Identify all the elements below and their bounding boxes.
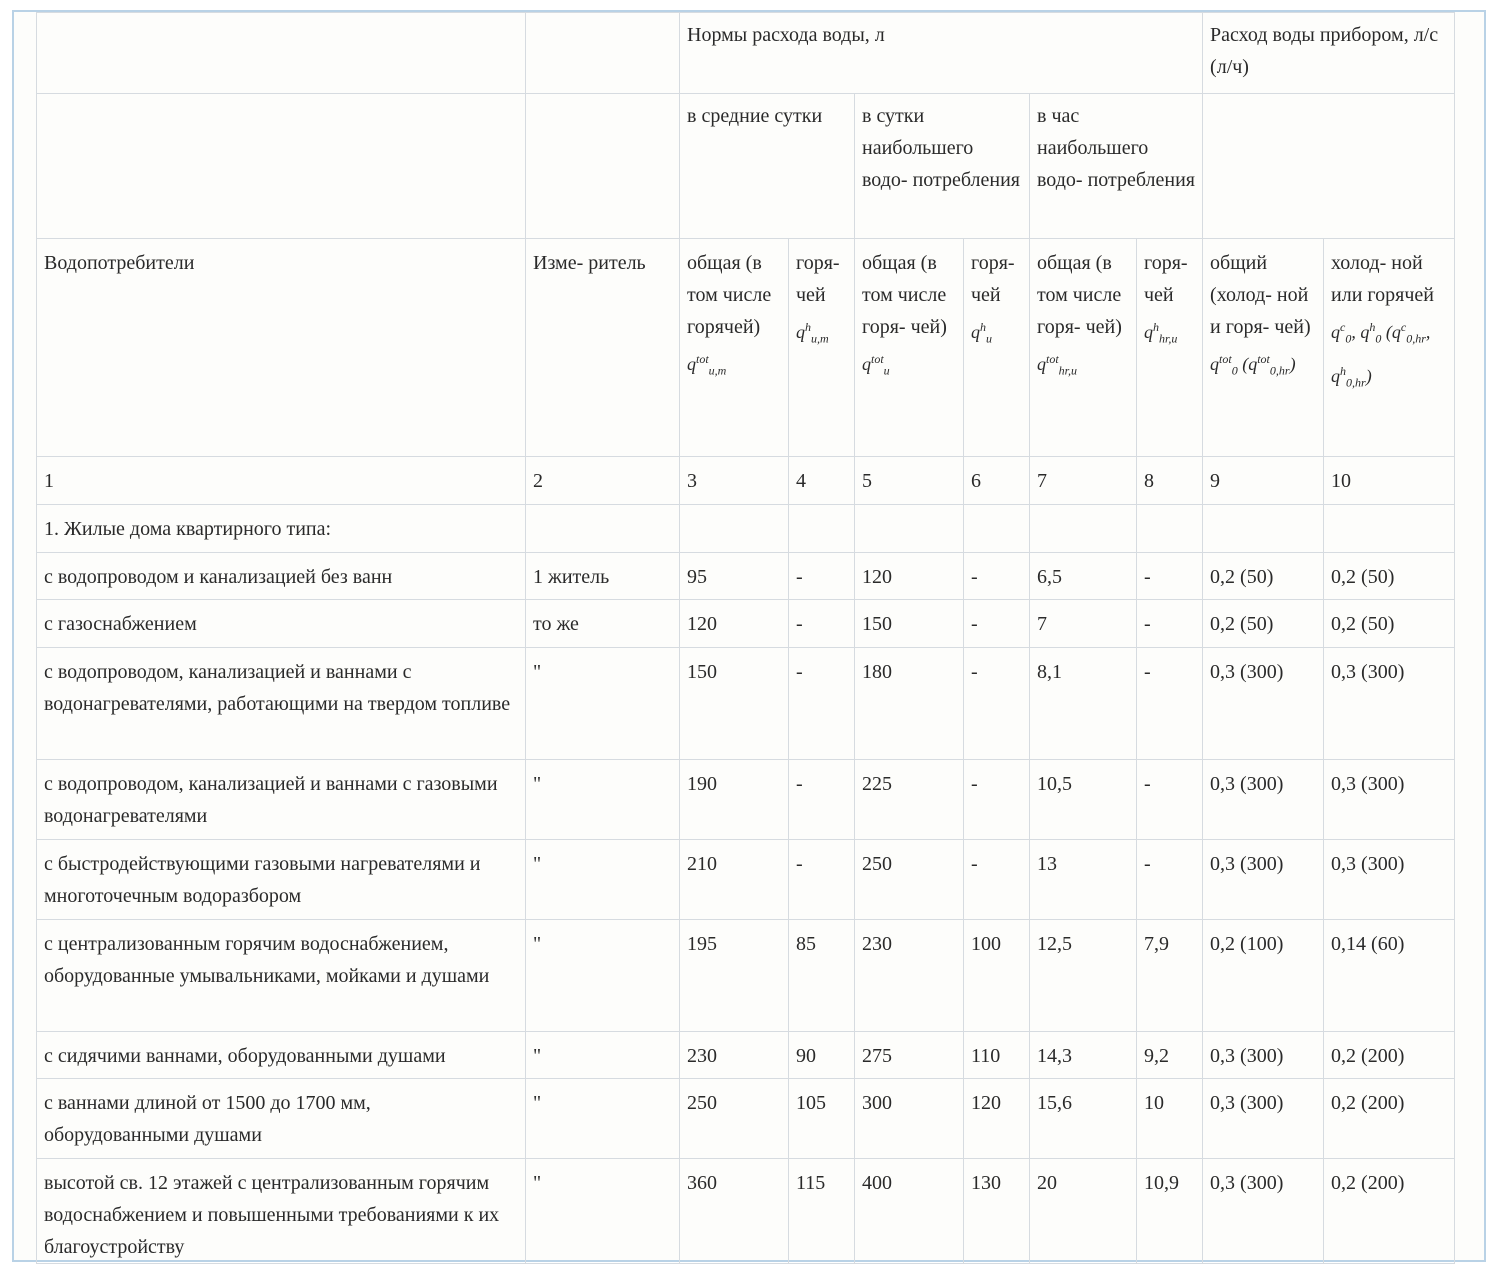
column-number: 7	[1030, 457, 1137, 505]
table-row	[37, 1159, 1455, 1264]
table-cell: -	[789, 600, 855, 648]
table-cell: -	[964, 553, 1030, 600]
table-cell: 300	[855, 1079, 964, 1159]
header-max-hour: в час наибольшего водо- потребления	[1030, 94, 1203, 239]
table-cell: -	[1137, 553, 1203, 600]
table-cell: "	[526, 760, 680, 840]
table-cell: 6,5	[1030, 553, 1137, 600]
table-row	[37, 760, 1455, 840]
table-cell: 210	[680, 840, 789, 920]
table-cell: с водопроводом, канализацией и ваннами с водонагревателями, работающими на твердом топливе	[37, 648, 526, 760]
header-unit: Изме- ритель	[526, 239, 680, 457]
table-cell: "	[526, 840, 680, 920]
header-col-9: общий (холод- ной и горя- чей) $q^{tot}_0$ $(q^{tot}_{0,hr})$	[1203, 239, 1324, 457]
table-cell: -	[789, 760, 855, 840]
table-cell: -	[1137, 840, 1203, 920]
table-cell: 120	[680, 600, 789, 648]
table-cell	[789, 505, 855, 553]
table-cell: 95	[680, 553, 789, 600]
table-cell: 360	[680, 1159, 789, 1264]
table-cell: -	[964, 760, 1030, 840]
table-cell: 150	[680, 648, 789, 760]
table-cell	[1203, 505, 1324, 553]
header-consumers: Водопотребители	[37, 239, 526, 457]
section-row	[37, 505, 1455, 553]
water-norms-table	[36, 12, 1455, 1264]
table-cell: с быстродействующими газовыми нагревателями и многоточечным водоразбором	[37, 840, 526, 920]
table-cell: с водопроводом, канализацией и ваннами с газовыми водонагревателями	[37, 760, 526, 840]
table-cell: с ваннами длиной от 1500 до 1700 мм, оборудованными душами	[37, 1079, 526, 1159]
column-number: 10	[1324, 457, 1455, 505]
table-cell: 0,2 (50)	[1203, 600, 1324, 648]
table-frame	[12, 10, 1486, 1262]
table-cell: 10	[1137, 1079, 1203, 1159]
table-cell: 110	[964, 1032, 1030, 1079]
table-cell: -	[789, 840, 855, 920]
table-cell	[964, 505, 1030, 553]
table-cell: -	[789, 553, 855, 600]
table-cell: "	[526, 1032, 680, 1079]
header-col-3: общая (в том числе горячей) $q^{tot}_{u,m}$	[680, 239, 789, 457]
table-cell: -	[964, 600, 1030, 648]
header-col-8: горя- чей $q^h_{hr,u}$	[1137, 239, 1203, 457]
header-row-1	[37, 13, 1455, 94]
column-number: 1	[37, 457, 526, 505]
table-cell: -	[964, 840, 1030, 920]
table-cell: 225	[855, 760, 964, 840]
table-cell: 0,2 (100)	[1203, 920, 1324, 1032]
table-cell	[855, 505, 964, 553]
header-blank	[1203, 94, 1455, 239]
table-cell: 0,2 (200)	[1324, 1079, 1455, 1159]
table-cell: 400	[855, 1159, 964, 1264]
table-cell: с сидячими ваннами, оборудованными душами	[37, 1032, 526, 1079]
column-number: 6	[964, 457, 1030, 505]
table-cell: 0,2 (200)	[1324, 1159, 1455, 1264]
table-cell: 0,3 (300)	[1203, 1079, 1324, 1159]
table-cell: 250	[680, 1079, 789, 1159]
table-cell: 180	[855, 648, 964, 760]
header-blank	[37, 13, 526, 94]
table-cell: 100	[964, 920, 1030, 1032]
table-cell: -	[1137, 760, 1203, 840]
header-col-7: общая (в том числе горя- чей) $q^{tot}_{hr,u}$	[1030, 239, 1137, 457]
column-number: 9	[1203, 457, 1324, 505]
header-blank	[526, 13, 680, 94]
table-cell: 15,6	[1030, 1079, 1137, 1159]
table-cell: то же	[526, 600, 680, 648]
table-cell: -	[964, 648, 1030, 760]
table-cell: 275	[855, 1032, 964, 1079]
table-cell: 0,3 (300)	[1203, 1159, 1324, 1264]
header-max-day: в сутки наибольшего водо- потребления	[855, 94, 1030, 239]
table-cell: 0,2 (200)	[1324, 1032, 1455, 1079]
table-row	[37, 840, 1455, 920]
table-cell: 0,3 (300)	[1324, 648, 1455, 760]
table-cell: 190	[680, 760, 789, 840]
table-cell: 250	[855, 840, 964, 920]
table-cell	[1324, 505, 1455, 553]
table-cell: 130	[964, 1159, 1030, 1264]
column-number: 4	[789, 457, 855, 505]
header-device-flow-group: Расход воды прибором, л/с (л/ч)	[1203, 13, 1455, 94]
header-col-4: горя- чей $q^h_{u,m}$	[789, 239, 855, 457]
table-cell: 230	[680, 1032, 789, 1079]
table-cell: 230	[855, 920, 964, 1032]
table-cell	[680, 505, 789, 553]
table-cell: 1 житель	[526, 553, 680, 600]
table-cell: 0,2 (50)	[1324, 600, 1455, 648]
table-cell	[526, 505, 680, 553]
table-cell: 7	[1030, 600, 1137, 648]
table-cell: -	[1137, 648, 1203, 760]
table-cell: 0,3 (300)	[1203, 1032, 1324, 1079]
table-cell: с водопроводом и канализацией без ванн	[37, 553, 526, 600]
table-cell: 13	[1030, 840, 1137, 920]
table-cell: 0,3 (300)	[1324, 840, 1455, 920]
header-col-5: общая (в том числе горя- чей) $q^{tot}_u$	[855, 239, 964, 457]
table-cell: 0,2 (50)	[1324, 553, 1455, 600]
table-cell: 0,2 (50)	[1203, 553, 1324, 600]
table-cell: с газоснабжением	[37, 600, 526, 648]
table-cell: 10,9	[1137, 1159, 1203, 1264]
header-norms-group: Нормы расхода воды, л	[680, 13, 1203, 94]
header-col-10: холод- ной или горячей $q^c_0$, $q^h_0$ ($q^c_{0,hr}$, $q^h_{0,hr}$)	[1324, 239, 1455, 457]
table-row	[37, 553, 1455, 600]
table-cell: 105	[789, 1079, 855, 1159]
table-cell: 12,5	[1030, 920, 1137, 1032]
column-number-row	[37, 457, 1455, 505]
table-row	[37, 600, 1455, 648]
table-cell: "	[526, 920, 680, 1032]
header-avg-day: в средние сутки	[680, 94, 855, 239]
table-cell: "	[526, 1159, 680, 1264]
table-cell: 9,2	[1137, 1032, 1203, 1079]
table-cell: с централизованным горячим водоснабжением, оборудованные умывальниками, мойками и душами	[37, 920, 526, 1032]
header-blank	[526, 94, 680, 239]
table-cell	[1030, 505, 1137, 553]
table-row	[37, 648, 1455, 760]
table-cell: 115	[789, 1159, 855, 1264]
table-cell: "	[526, 648, 680, 760]
table-cell: 120	[964, 1079, 1030, 1159]
table-cell: высотой св. 12 этажей с централизованным горячим водоснабжением и повышенными требованиями к их благоустройству	[37, 1159, 526, 1264]
header-blank	[37, 94, 526, 239]
table-cell: 150	[855, 600, 964, 648]
table-cell	[1137, 505, 1203, 553]
table-cell: 10,5	[1030, 760, 1137, 840]
column-number: 5	[855, 457, 964, 505]
column-number: 3	[680, 457, 789, 505]
table-cell: 20	[1030, 1159, 1137, 1264]
table-cell: 0,3 (300)	[1203, 840, 1324, 920]
table-cell: 0,14 (60)	[1324, 920, 1455, 1032]
section-title: 1. Жилые дома квартирного типа:	[37, 505, 526, 553]
column-number: 8	[1137, 457, 1203, 505]
header-row-2	[37, 94, 1455, 239]
header-col-6: горя- чей $q^h_u$	[964, 239, 1030, 457]
table-cell: -	[789, 648, 855, 760]
table-cell: 8,1	[1030, 648, 1137, 760]
table-row	[37, 1079, 1455, 1159]
table-cell: 7,9	[1137, 920, 1203, 1032]
table-cell: 0,3 (300)	[1324, 760, 1455, 840]
table-cell: 0,3 (300)	[1203, 648, 1324, 760]
table-cell: 0,3 (300)	[1203, 760, 1324, 840]
table-row	[37, 1032, 1455, 1079]
table-cell: 14,3	[1030, 1032, 1137, 1079]
table-cell: 120	[855, 553, 964, 600]
table-cell: "	[526, 1079, 680, 1159]
table-cell: -	[1137, 600, 1203, 648]
table-cell: 85	[789, 920, 855, 1032]
table-row	[37, 920, 1455, 1032]
column-number: 2	[526, 457, 680, 505]
table-cell: 195	[680, 920, 789, 1032]
table-cell: 90	[789, 1032, 855, 1079]
header-row-3	[37, 239, 1455, 457]
